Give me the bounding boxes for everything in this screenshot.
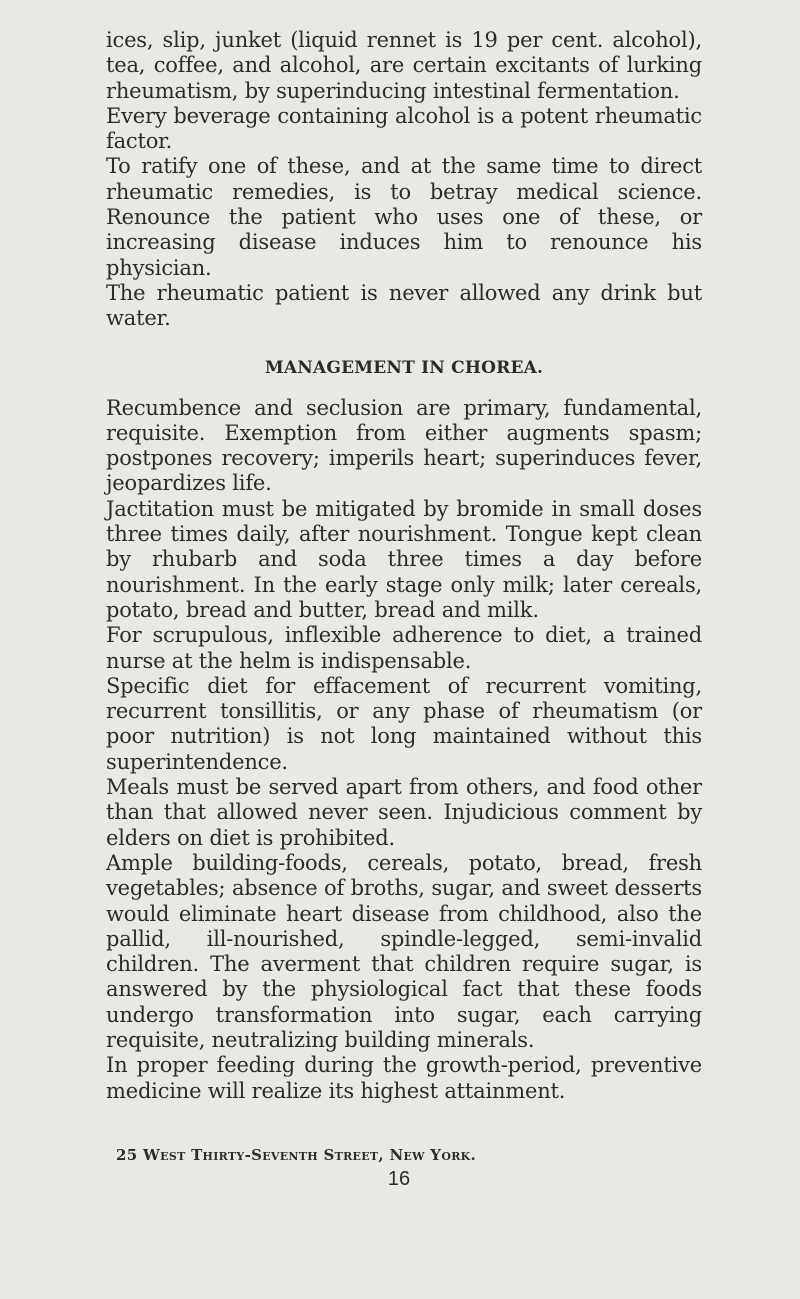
paragraph: Ample building-foods, cereals, potato, bread, fresh vegetables; absence of broths, sugar, and sweet desserts would eliminate heart disease from childhood, also the pallid, ill-nourished, spindle-legged, semi-invalid children. The averment that children require sugar, is answered by the physiological fact that these foods undergo transformation into sugar, each carrying requisite, neutralizing building minerals. [106,850,702,1052]
top-section [106,28,702,332]
section-heading: MANAGEMENT IN CHOREA. [264,357,544,378]
paragraph: In proper feeding during the growth-period, preventive medicine will realize its highest attainment. [106,1053,702,1103]
paragraph: To ratify one of these, and at the same time to direct rheumatic remedies, is to betray medical science. Renounce the patient who uses one of these, or increasing disease induces him to renounce his physician. [106,154,702,280]
paragraph: Specific diet for effacement of recurrent vomiting, recurrent tonsillitis, or any phase of rheumatism (or poor nutrition) is not long maintained without this superintendence. [106,673,702,774]
paragraph: The rheumatic patient is never allowed any drink but water. [106,280,702,331]
paragraph: Every beverage containing alcohol is a potent rheumatic factor. [106,103,702,154]
paragraph: Meals must be served apart from others, and food other than that allowed never seen. Injudicious comment by elders on diet is prohibited. [106,775,702,850]
paragraph: ices, slip, junket (liquid rennet is 19 per cent. alcohol), tea, coffee, and alcohol, are certain excitants of lurking rheumatism, by superinducing intestinal fermentation. [106,28,702,103]
chorea-section [106,396,702,1104]
address-text: 25 West Thirty-Seventh Street, New York. [116,1145,477,1164]
paragraph: For scrupulous, inflexible adherence to diet, a trained nurse at the helm is indispensable. [106,623,702,673]
document-page [106,28,702,1191]
footer-address [106,1146,702,1164]
paragraph: Jactitation must be mitigated by bromide in small doses three times daily, after nourishment. Tongue kept clean by rhubarb and soda three times a day before nourishment. In the early stage only milk; later cereals, potato, bread and butter, bread and milk. [106,496,702,622]
paragraph: Recumbence and seclusion are primary, fundamental, requisite. Exemption from either augments spasm; postpones recovery; imperils heart; superinduces fever, jeopardizes life. [106,395,702,496]
page-number: 16 [387,1167,411,1190]
